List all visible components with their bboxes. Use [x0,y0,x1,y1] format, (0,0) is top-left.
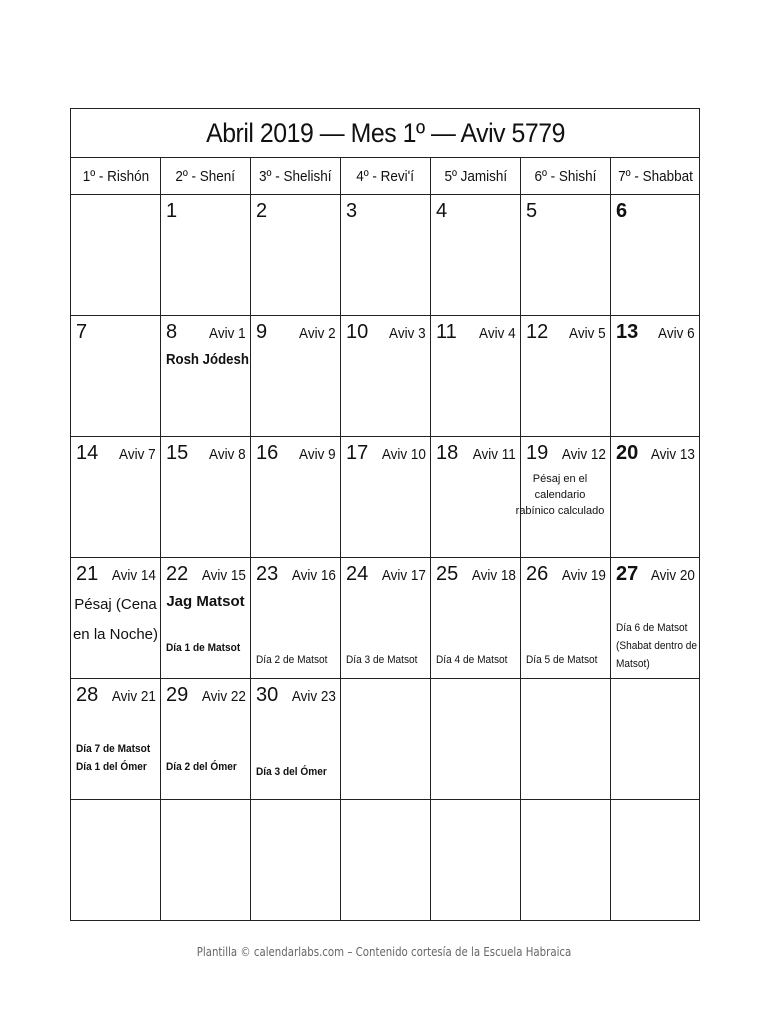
day-cell [161,195,251,316]
day-number: 27 [616,563,639,585]
event-line: (Shabat dentro de [616,640,698,652]
event-line: Matsot) [616,658,650,670]
event-note: Pésaj en el calendario rabínico calculado [515,473,605,517]
day-cell [521,558,611,679]
week-row [71,437,700,558]
day-number: 14 [76,442,99,464]
aviv-date: Aviv 20 [651,567,696,584]
day-number: 20 [616,442,639,464]
day-cell [71,679,161,800]
day-cell-empty [251,800,341,921]
day-cell [611,437,700,558]
aviv-date: Aviv 17 [381,567,426,584]
day-cell [161,437,251,558]
aviv-date: Aviv 23 [291,688,336,705]
day-cell-empty [71,800,161,921]
day-cell [71,316,161,437]
day-cell-empty [521,679,611,800]
day-cell-empty [611,679,700,800]
day-number: 30 [256,684,279,706]
aviv-date: Aviv 16 [291,567,336,584]
weekday-label: 5º Jamishí [444,167,507,185]
day-cell [71,437,161,558]
day-cell [521,195,611,316]
day-number: 25 [436,563,459,585]
day-number: 24 [346,563,369,585]
aviv-date: Aviv 12 [561,446,606,463]
day-number: 6 [616,200,628,222]
day-number: 29 [166,684,189,706]
day-number: 23 [256,563,279,585]
day-number: 28 [76,684,99,706]
day-cell-empty [611,800,700,921]
week-row [71,679,700,800]
event-note: Día 4 de Matsot [436,654,508,666]
day-cell-empty [521,800,611,921]
day-number: 5 [526,200,538,222]
aviv-date: Aviv 18 [471,567,516,584]
weekday-header [521,158,611,195]
aviv-date: Aviv 1 [209,325,246,342]
day-cell [251,316,341,437]
event-line: Día 6 de Matsot [616,622,688,634]
weekday-label: 7º - Shabbat [617,167,693,185]
day-cell-empty [161,800,251,921]
weekday-label: 4º - Reviʹí [356,167,415,185]
aviv-date: Aviv 3 [389,325,426,342]
day-number: 4 [436,200,448,222]
day-cell [251,437,341,558]
day-cell [251,195,341,316]
day-cell-empty [71,195,161,316]
weekday-header [611,158,700,195]
footer-credit: Plantilla © calendarlabs.com – Contenido cortesía de la Escuela Habraica [196,945,572,959]
day-number: 7 [76,321,88,343]
day-number: 16 [256,442,279,464]
weekday-label: 2º - Shení [175,167,236,185]
day-cell [431,437,521,558]
day-number: 18 [436,442,459,464]
event-line: Día 7 de Matsot [76,743,151,755]
event-note: Día 5 de Matsot [526,654,598,666]
day-cell [515,437,611,558]
week-row [71,195,700,316]
day-cell [161,679,251,800]
day-cell [341,316,431,437]
weekday-header [161,158,251,195]
weekday-label: 1º - Rishón [82,167,149,185]
day-cell [431,558,521,679]
day-cell [251,558,341,679]
day-number: 11 [436,321,457,343]
day-number: 10 [346,321,369,343]
day-cell [161,558,251,679]
aviv-date: Aviv 13 [651,446,696,463]
event-label: Jag Matsot [166,593,245,610]
weekday-header [251,158,341,195]
day-cell [611,195,700,316]
day-cell-empty [431,679,521,800]
aviv-date: Aviv 15 [201,567,246,584]
weekday-header [431,158,521,195]
aviv-date: Aviv 5 [569,325,606,342]
calendar-table [70,108,700,921]
day-number: 13 [616,321,639,343]
weekday-header-row [71,158,700,195]
calendar-title: Abril 2019 — Mes 1º — Aviv 5779 [205,117,565,148]
aviv-date: Aviv 4 [479,325,516,342]
day-number: 12 [526,321,549,343]
event-line: en la Noche) [72,626,159,643]
day-number: 2 [256,200,268,222]
day-number: 26 [526,563,549,585]
day-cell [611,558,700,679]
day-number: 3 [346,200,358,222]
calendar-title-cell [96,109,675,158]
event-note: Día 2 de Matsot [256,654,328,666]
aviv-date: Aviv 2 [299,325,336,342]
aviv-date: Aviv 6 [658,325,696,342]
day-cell [341,558,431,679]
event-note: Día 3 del Ómer [256,766,327,778]
day-cell [71,558,161,679]
week-row [71,800,700,921]
event-note: Día 2 del Ómer [166,761,237,773]
day-number: 21 [76,563,99,585]
day-cell [611,316,700,437]
aviv-date: Aviv 7 [119,446,156,463]
day-number: 15 [166,442,189,464]
weekday-header [341,158,431,195]
weekday-label: 3º - Shelishí [259,167,332,185]
day-cell [251,679,341,800]
weekday-header [71,158,161,195]
day-number: 8 [166,321,178,343]
aviv-date: Aviv 19 [561,567,606,584]
aviv-date: Aviv 21 [111,688,156,705]
day-cell-empty [431,800,521,921]
day-cell [521,316,611,437]
event-note: Día 1 de Matsot [166,642,241,654]
day-cell [431,316,521,437]
aviv-date: Aviv 14 [111,567,156,584]
day-cell [341,437,431,558]
weekday-label: 6º - Shishí [534,167,597,185]
week-row [71,316,700,437]
day-number: 19 [526,442,549,464]
event-label: Rosh Jódesh [166,351,249,368]
day-number: 1 [166,200,178,222]
week-row [71,558,700,679]
aviv-date: Aviv 11 [472,446,516,463]
day-number: 17 [346,442,369,464]
event-line: Pésaj (Cena [74,596,157,613]
aviv-date: Aviv 8 [209,446,246,463]
day-cell [161,316,251,437]
day-cell [431,195,521,316]
day-cell-empty [341,800,431,921]
event-note: Día 3 de Matsot [346,654,418,666]
event-line: Día 1 del Ómer [76,761,147,773]
aviv-date: Aviv 9 [299,446,336,463]
aviv-date: Aviv 22 [201,688,246,705]
day-number: 22 [166,563,189,585]
day-cell-empty [341,679,431,800]
day-number: 9 [256,321,268,343]
day-cell [341,195,431,316]
aviv-date: Aviv 10 [381,446,426,463]
